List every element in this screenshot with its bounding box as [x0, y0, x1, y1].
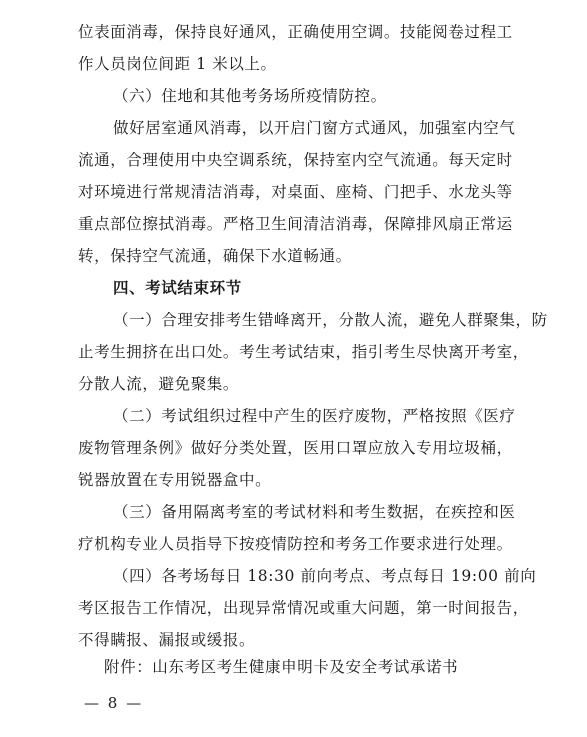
paragraph-line: 做好居室通风消毒，以开启门窗方式通风，加强室内空气	[113, 119, 516, 137]
paragraph-line: （四）各考场每日 18:30 前向考点、考点每日 19:00 前向	[113, 567, 537, 585]
paragraph-line: 作人员岗位间距 1 米以上。	[78, 55, 277, 73]
paragraph-line: 止考生拥挤在出口处。考生考试结束，指引考生尽快离开考室，	[78, 343, 529, 361]
paragraph-line: 考区报告工作情况，出现异常情况或重大问题，第一时间报告，	[78, 599, 529, 617]
paragraph-line: （三）备用隔离考室的考试材料和考生数据，在疾控和医	[113, 503, 516, 521]
paragraph-line: 废物管理条例》做好分类处置，医用口罩应放入专用垃圾桶，	[78, 439, 513, 457]
page-number: — 8 —	[84, 694, 144, 712]
paragraph-line: 对环境进行常规清洁消毒，对桌面、座椅、门把手、水龙头等	[78, 183, 513, 201]
paragraph-line: 锐器放置在专用锐器盒中。	[78, 471, 272, 489]
attachment-note: 附件：山东考区考生健康申明卡及安全考试承诺书	[104, 658, 459, 676]
section-heading: （六）住地和其他考务场所疫情防控。	[113, 87, 387, 105]
paragraph-line: （二）考试组织过程中产生的医疗废物，严格按照《医疗	[113, 407, 516, 425]
paragraph-line: 位表面消毒，保持良好通风，正确使用空调。技能阅卷过程工	[78, 23, 513, 41]
paragraph-line: 分散人流，避免聚集。	[78, 375, 240, 393]
paragraph-line: 转，保持空气流通，确保下水道畅通。	[78, 247, 352, 265]
paragraph-line: 重点部位擦拭消毒。严格卫生间清洁消毒，保障排风扇正常运	[78, 215, 513, 233]
chapter-heading: 四、考试结束环节	[113, 278, 242, 297]
paragraph-line: （一）合理安排考生错峰离开，分散人流，避免人群聚集，防	[113, 311, 548, 329]
paragraph-line: 疗机构专业人员指导下按疫情防控和考务工作要求进行处理。	[78, 535, 513, 553]
paragraph-line: 流通，合理使用中央空调系统，保持室内空气流通。每天定时	[78, 151, 513, 169]
paragraph-line: 不得瞒报、漏报或缓报。	[78, 631, 256, 649]
